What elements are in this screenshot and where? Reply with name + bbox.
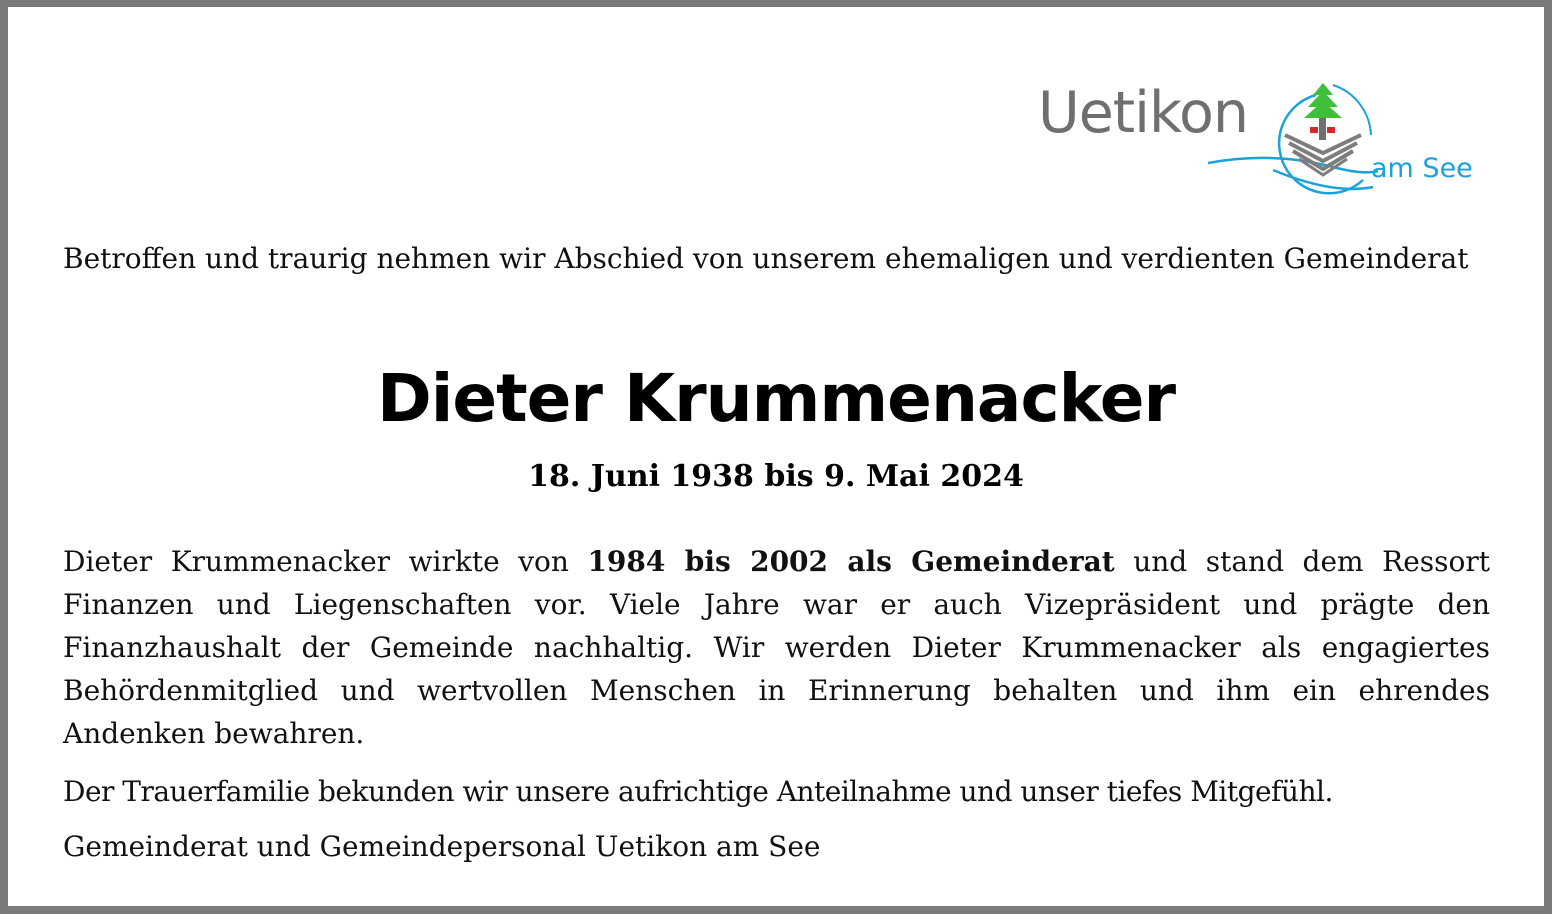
deceased-name: Dieter Krummenacker [376, 360, 1176, 437]
condolence-text: Der Trauerfamilie bekunden wir unsere aufrichtige Anteilnahme und unser tiefes Mitgefühl. [63, 775, 1333, 808]
tribute-paragraph [63, 540, 1490, 755]
uetikon-logo [1033, 75, 1493, 200]
signature-line: Gemeinderat und Gemeindepersonal Uetikon am See [63, 830, 821, 863]
obituary-notice [8, 7, 1544, 906]
tribute-part-1: Dieter Krummenacker wirkte von [63, 545, 588, 578]
tribute-part-2: und stand dem Ressort Finanzen und Liegenschaften vor. Viele Jahre war er auch Vizepräsident und prägte den Finanzhaushalt der Gemeinde nachhaltig. Wir werden Dieter Krummenacker als engagiertes Behördenmitglied und wertvollen Menschen in Erinnerung behalten und ihm ein ehrendes Andenken bewahren. [63, 545, 1490, 750]
life-dates: 18. Juni 1938 bis 9. Mai 2024 [528, 459, 1024, 494]
intro-text: Betroffen und traurig nehmen wir Abschied von unserem ehemaligen und verdienten Gemeinderat [63, 242, 1469, 275]
logo-wordmark: Uetikon [1038, 80, 1248, 146]
tribute-highlight: 1984 bis 2002 als Gemeinderat [587, 545, 1115, 578]
logo-suffix: am See [1371, 153, 1473, 184]
